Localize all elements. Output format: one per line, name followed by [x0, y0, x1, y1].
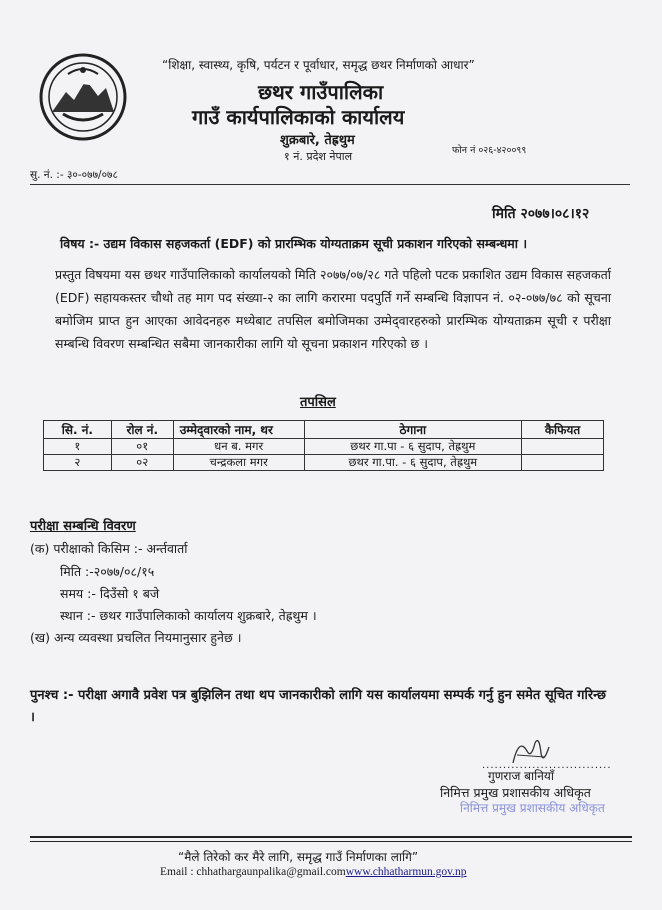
official-stamp: निमित्त प्रमुख प्रशासकीय अधिकृत	[460, 801, 605, 815]
signatory-title: निमित्त प्रमुख प्रशासकीय अधिकृत	[440, 785, 591, 800]
table-row	[44, 455, 604, 471]
cell-address: छथर गा.पा - ६ सुदाप, तेह्रथुम	[304, 439, 521, 455]
office-name: गाउँ कार्यपालिकाको कार्यालय	[192, 105, 405, 129]
phone-number: फोन नं ०२६-४२००९९	[452, 145, 527, 156]
col-header-address: ठेगाना	[304, 421, 521, 439]
cell-name: धन ब. मगर	[173, 439, 304, 455]
exam-time: समय :- दिउँसो १ बजे	[60, 586, 160, 601]
exam-details-heading: परीक्षा सम्बन्धि विवरण	[30, 519, 136, 534]
cell-serial: १	[44, 439, 112, 455]
schedule-title: तपसिल	[300, 395, 336, 410]
postscript-note: पुनश्च :- परीक्षा अगावै प्रवेश पत्र बुझिलिन तथा थप जानकारीको लागि यस कार्यालयमा सम्पर्क गर्नु हुन समेत सूचित गरिन्छ ।	[30, 688, 606, 725]
footer-divider-thick	[30, 836, 632, 838]
cell-address: छथर गा.पा. - ६ सुदाप, तेह्रथुम	[304, 455, 521, 471]
cell-roll: ०१	[111, 439, 173, 455]
table-header-row	[44, 421, 604, 439]
table-row	[44, 439, 604, 455]
footer-divider-thin	[30, 841, 632, 842]
exam-date: मिति :-२०७७/०८/१५	[60, 564, 155, 579]
header-divider	[30, 184, 630, 185]
signature-line: ...............................	[482, 760, 612, 771]
cell-remarks	[522, 439, 604, 455]
exam-other-arrangements: (ख) अन्य व्यवस्था प्रचलित नियमानुसार हुनेछ ।	[30, 630, 242, 645]
office-location: शुक्रबारे, तेह्रथुम	[280, 133, 355, 148]
letter-body: प्रस्तुत विषयमा यस छथर गाउँपालिकाको कार्यालयको मिति २०७७/०७/२८ गते पहिलो पटक प्रकाशित उद्यम विकास सहजकर्ता (EDF) सहायकस्तर चौथो तह माग पद संख्या-२ का लागि करारमा पदपुर्ति गर्ने सम्बन्धि विज्ञापन नं. ०२-०७७/७८ को सूचना बमोजिम प्राप्त हुन आएका आवेदनहरु मध्येबाट तपसिल बमोजिमका उम्मेद्‌वारहरुको प्रारम्भिक योग्यताक्रम सूची र परीक्षा सम्बन्धि विवरण सम्बन्धित सबैमा जानकारीका लागि यो सूचना प्रकाशन गरिएको छ ।	[55, 267, 611, 351]
signatory-name: गुणराज बानियाँ	[488, 769, 554, 783]
org-name: छथर गाउँपालिका	[258, 80, 384, 104]
cell-serial: २	[44, 455, 112, 471]
candidate-table	[43, 420, 604, 471]
footer-website-link[interactable]: www.chhatharmun.gov.np	[345, 866, 467, 878]
footer-contact	[160, 866, 467, 878]
letter-date: मिति २०७७।०८।१२	[492, 206, 590, 222]
footer-email[interactable]: Email : chhathargaunpalika@gmail.com	[160, 866, 346, 878]
footer-slogan: “मैले तिरेको कर मैरे लागि, समृद्ध गाउँ निर्माणका लागि”	[178, 850, 419, 864]
cell-remarks	[522, 455, 604, 471]
col-header-roll: रोल नं.	[111, 421, 173, 439]
province-text: १ नं. प्रदेश नेपाल	[284, 150, 353, 163]
motto-text: “शिक्षा, स्वास्थ्य, कृषि, पर्यटन र पूर्वाधार, समृद्ध छथर निर्माणको आधार”	[162, 58, 475, 72]
col-header-serial: सि. नं.	[44, 421, 112, 439]
letter-subject: विषय :- उद्यम विकास सहजकर्ता (EDF) को प्रारम्भिक योग्यताक्रम सूची प्रकाशन गरिएको सम्बन्धमा ।	[60, 236, 528, 251]
col-header-remarks: कैफियत	[522, 421, 604, 439]
exam-type: (क) परीक्षाको किसिम :- अर्न्तवार्ता	[30, 541, 188, 556]
cell-roll: ०२	[111, 455, 173, 471]
col-header-name: उम्मेद्‌वारको नाम, थर	[173, 421, 304, 439]
exam-venue: स्थान :- छथर गाउँपालिकाको कार्यालय शुक्रबारे, तेह्रथुम ।	[60, 608, 317, 623]
cell-name: चन्द्रकला मगर	[173, 455, 304, 471]
reference-number: सु. नं. :- ३०-०७७/०७८	[30, 169, 118, 181]
municipality-emblem-logo	[38, 52, 128, 142]
